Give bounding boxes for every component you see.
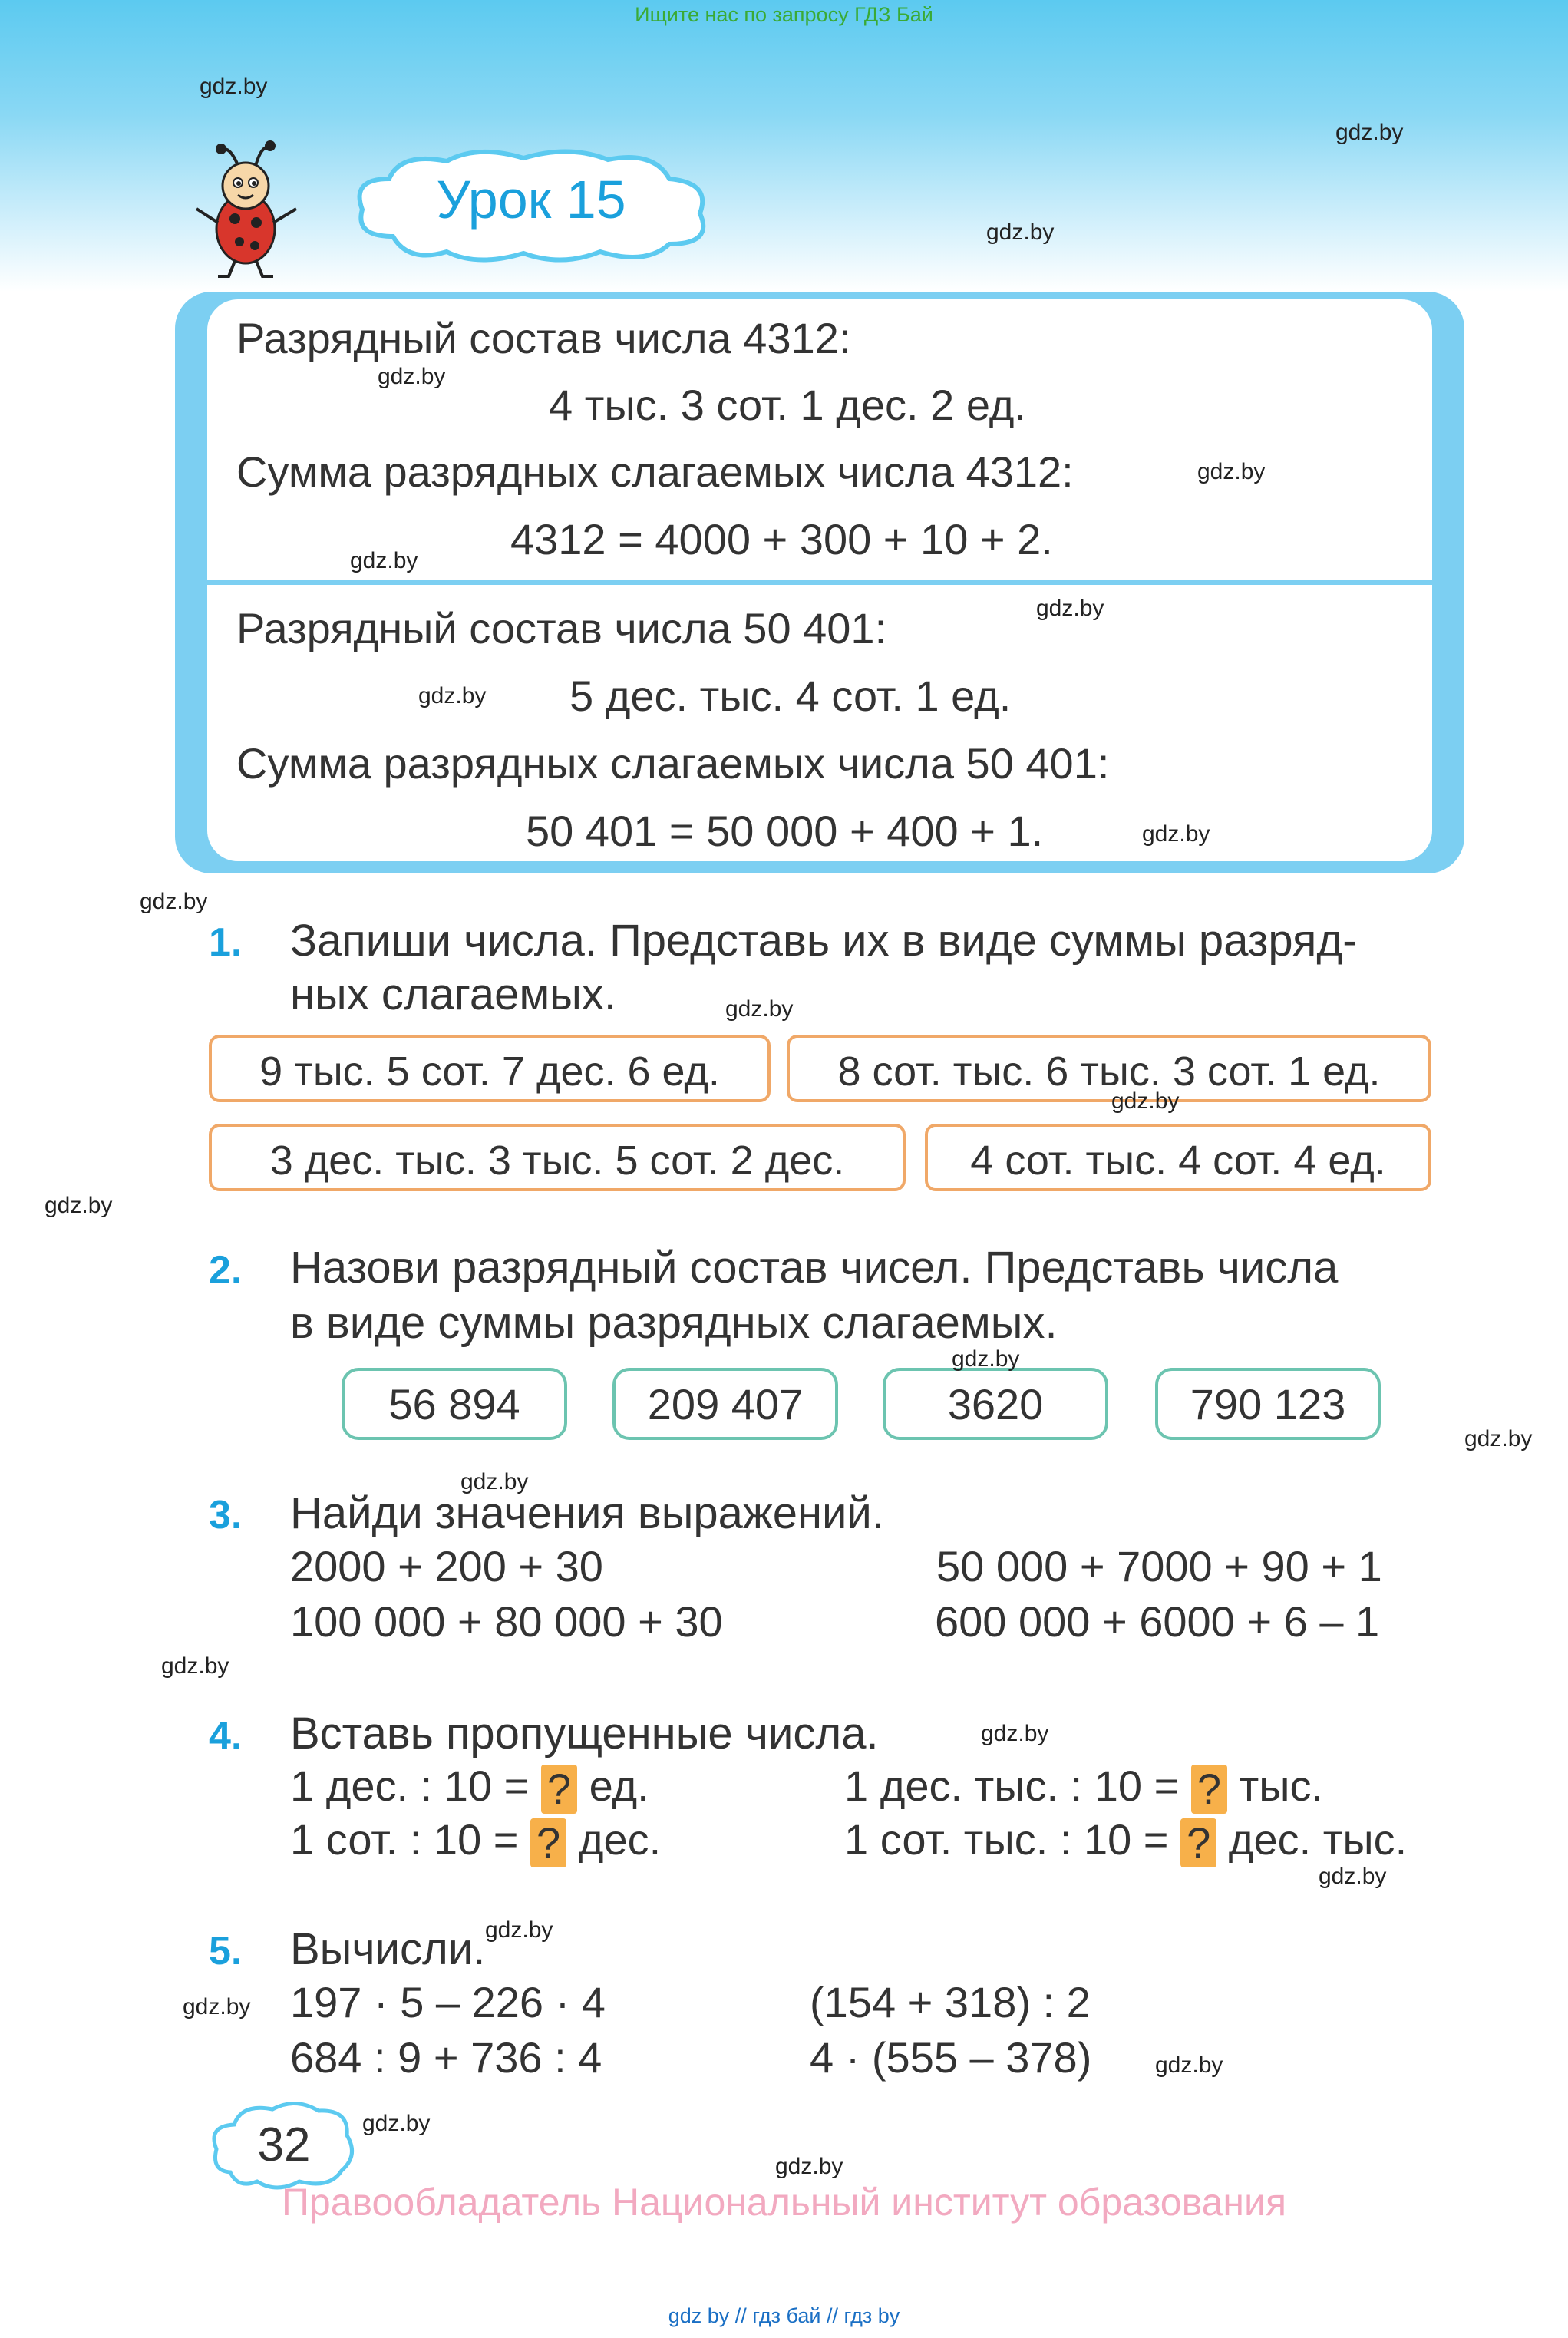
expression: 197 · 5 – 226 · 4 xyxy=(290,1978,606,2026)
rule-line: Разрядный состав числа 4312: xyxy=(236,314,851,362)
watermark: gdz.by xyxy=(418,683,487,708)
watermark: gdz.by xyxy=(1155,2052,1223,2078)
watermark: gdz.by xyxy=(1464,1426,1533,1451)
blank-box[interactable]: ? xyxy=(530,1818,566,1867)
expression: 50 000 + 7000 + 90 + 1 xyxy=(936,1542,1382,1590)
rule-line: 4312 = 4000 + 300 + 10 + 2. xyxy=(510,515,1053,563)
number-card: 3 дес. тыс. 3 тыс. 5 сот. 2 дес. xyxy=(209,1124,906,1191)
rule-line: Разрядный состав числа 50 401: xyxy=(236,604,887,652)
watermark: gdz.by xyxy=(1197,459,1266,484)
number-card: 3620 xyxy=(883,1368,1108,1440)
task-title: Назови разрядный состав чисел. Представь числа xyxy=(290,1243,1339,1293)
watermark: gdz.by xyxy=(140,889,208,914)
blank-box[interactable]: ? xyxy=(541,1765,577,1814)
expression: 684 : 9 + 736 : 4 xyxy=(290,2033,602,2082)
rule-line: Сумма разрядных слагаемых числа 50 401: xyxy=(236,739,1110,788)
number-card: 209 407 xyxy=(612,1368,838,1440)
fill-in-row: 1 сот. : 10 = ? дес. xyxy=(290,1815,662,1867)
watermark: gdz.by xyxy=(200,74,268,99)
watermark: gdz.by xyxy=(775,2154,843,2179)
watermark: gdz.by xyxy=(1142,821,1210,847)
top-note: Ищите нас по запросу ГДЗ Бай xyxy=(635,3,933,26)
task-number: 4. xyxy=(209,1714,243,1758)
watermark: gdz.by xyxy=(485,1917,553,1943)
watermark: gdz.by xyxy=(362,2111,431,2136)
watermark: gdz.by xyxy=(952,1346,1020,1372)
task-title: Найди значения выражений. xyxy=(290,1488,884,1538)
watermark: gdz.by xyxy=(460,1469,529,1494)
rule-line: 4 тыс. 3 сот. 1 дес. 2 ед. xyxy=(549,381,1027,429)
ladybug-icon xyxy=(184,138,307,280)
watermark: gdz.by xyxy=(1036,596,1104,621)
copyright-notice: Правообладатель Национальный институт образования xyxy=(281,2181,1287,2224)
task-title: ных слагаемых. xyxy=(290,969,617,1019)
number-card: 4 сот. тыс. 4 сот. 4 ед. xyxy=(925,1124,1431,1191)
watermark: gdz.by xyxy=(161,1653,229,1679)
watermark: gdz.by xyxy=(1335,120,1404,145)
number-card: 790 123 xyxy=(1155,1368,1381,1440)
fill-in-row: 1 сот. тыс. : 10 = ? дес. тыс. xyxy=(844,1815,1408,1867)
task-title: Вставь пропущенные числа. xyxy=(290,1709,879,1758)
expression: 600 000 + 6000 + 6 – 1 xyxy=(935,1597,1380,1646)
rule-line: Сумма разрядных слагаемых числа 4312: xyxy=(236,447,1074,496)
watermark: gdz.by xyxy=(1111,1088,1180,1114)
rule-line: 50 401 = 50 000 + 400 + 1. xyxy=(526,807,1044,855)
task-number: 1. xyxy=(209,920,243,965)
lesson-title: Урок 15 xyxy=(436,170,626,230)
blank-box[interactable]: ? xyxy=(1180,1818,1216,1867)
expression: 100 000 + 80 000 + 30 xyxy=(290,1597,723,1646)
watermark: gdz.by xyxy=(986,220,1055,245)
watermark: gdz.by xyxy=(725,996,794,1022)
watermark: gdz.by xyxy=(183,1994,251,2019)
footer-links[interactable]: gdz by // гдз бай // гдз by xyxy=(668,2304,900,2327)
expression: 4 · (555 – 378) xyxy=(810,2033,1092,2082)
task-title: в виде суммы разрядных слагаемых. xyxy=(290,1298,1058,1348)
number-card: 9 тыс. 5 сот. 7 дес. 6 ед. xyxy=(209,1035,771,1102)
task-number: 3. xyxy=(209,1493,243,1537)
rule-line: 5 дес. тыс. 4 сот. 1 ед. xyxy=(569,672,1012,720)
page-number: 32 xyxy=(257,2118,311,2171)
watermark: gdz.by xyxy=(378,364,446,389)
task-number: 2. xyxy=(209,1248,243,1293)
watermark: gdz.by xyxy=(350,548,418,573)
number-card: 8 сот. тыс. 6 тыс. 3 сот. 1 ед. xyxy=(787,1035,1431,1102)
watermark: gdz.by xyxy=(45,1193,113,1218)
watermark: gdz.by xyxy=(981,1721,1049,1746)
task-number: 5. xyxy=(209,1929,243,1973)
task-title: Вычисли. xyxy=(290,1924,486,1974)
fill-in-row: 1 дес. тыс. : 10 = ? тыс. xyxy=(844,1762,1324,1814)
expression: 2000 + 200 + 30 xyxy=(290,1542,603,1590)
fill-in-row: 1 дес. : 10 = ? ед. xyxy=(290,1762,649,1814)
watermark: gdz.by xyxy=(1319,1864,1387,1889)
rule-divider xyxy=(207,580,1432,585)
task-title: Запиши числа. Представь их в виде суммы разряд- xyxy=(290,916,1358,966)
expression: (154 + 318) : 2 xyxy=(810,1978,1091,2026)
number-card: 56 894 xyxy=(342,1368,567,1440)
blank-box[interactable]: ? xyxy=(1191,1765,1227,1814)
